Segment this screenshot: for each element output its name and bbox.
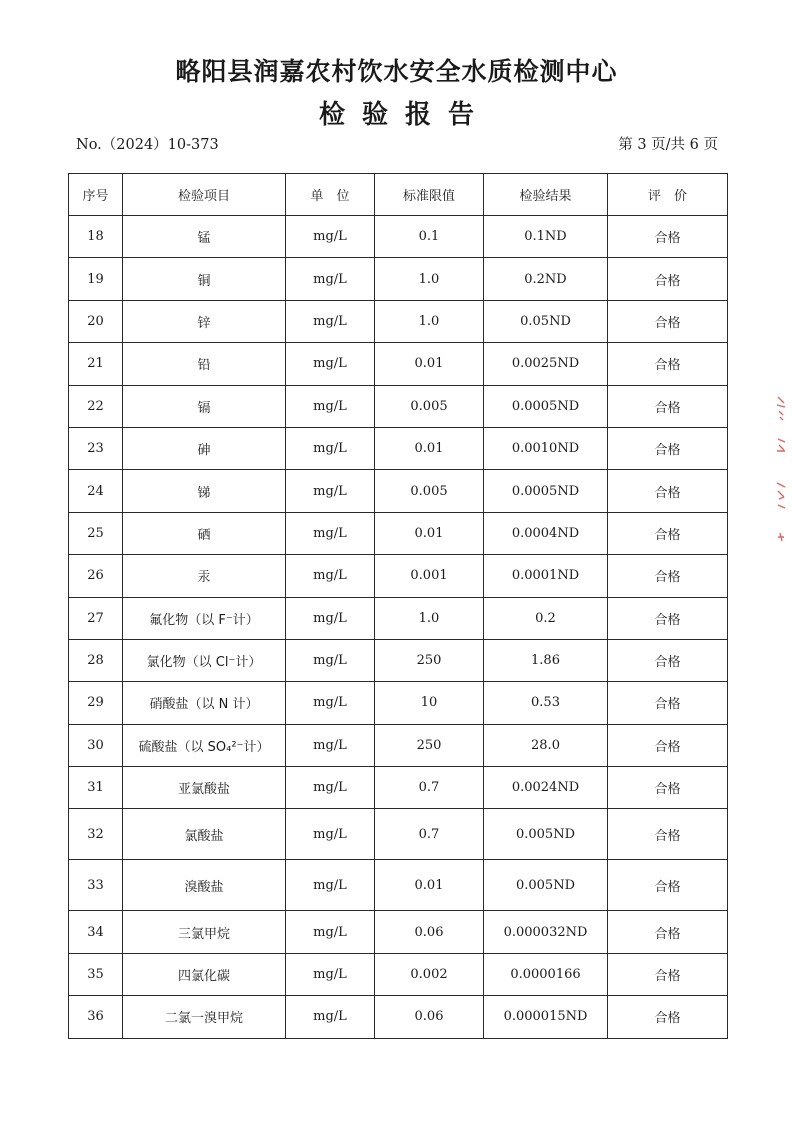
verdict: 合格 <box>608 767 728 809</box>
row-number: 26 <box>69 555 123 597</box>
standard-limit: 0.005 <box>375 385 484 427</box>
unit: mg/L <box>286 427 375 469</box>
test-item: 硝酸盐（以 N 计） <box>123 682 286 724</box>
verdict: 合格 <box>608 343 728 385</box>
standard-limit: 0.002 <box>375 953 484 995</box>
standard-limit: 0.01 <box>375 343 484 385</box>
test-result: 0.0004ND <box>484 512 608 554</box>
test-result: 0.0000166 <box>484 953 608 995</box>
test-item: 镉 <box>123 385 286 427</box>
table-row <box>69 427 728 469</box>
unit: mg/L <box>286 911 375 953</box>
verdict: 合格 <box>608 597 728 639</box>
standard-limit: 250 <box>375 724 484 766</box>
report-title: 检验报告 <box>318 100 491 130</box>
standard-limit: 0.1 <box>375 216 484 258</box>
test-result: 0.005ND <box>484 860 608 911</box>
test-result: 0.2 <box>484 597 608 639</box>
row-number: 34 <box>69 911 123 953</box>
unit: mg/L <box>286 258 375 300</box>
unit: mg/L <box>286 953 375 995</box>
test-result: 0.2ND <box>484 258 608 300</box>
column-header-result: 检验结果 <box>484 174 608 216</box>
verdict: 合格 <box>608 724 728 766</box>
row-number: 22 <box>69 385 123 427</box>
row-number: 19 <box>69 258 123 300</box>
report-number: No.（2024）10-373 <box>76 137 219 153</box>
test-item: 二氯一溴甲烷 <box>123 996 286 1038</box>
standard-limit: 0.005 <box>375 470 484 512</box>
test-item: 铜 <box>123 258 286 300</box>
table-row <box>69 996 728 1038</box>
row-number: 21 <box>69 343 123 385</box>
table-row <box>69 597 728 639</box>
standard-limit: 0.7 <box>375 809 484 860</box>
test-result: 0.53 <box>484 682 608 724</box>
standard-limit: 0.06 <box>375 911 484 953</box>
test-item: 锌 <box>123 300 286 342</box>
column-header-verdict: 评 价 <box>608 174 728 216</box>
test-item: 四氯化碳 <box>123 953 286 995</box>
standard-limit: 1.0 <box>375 300 484 342</box>
test-item: 硫酸盐（以 SO₄²⁻计） <box>123 724 286 766</box>
test-item: 汞 <box>123 555 286 597</box>
verdict: 合格 <box>608 682 728 724</box>
standard-limit: 0.01 <box>375 512 484 554</box>
standard-limit: 1.0 <box>375 597 484 639</box>
column-header-item: 检验项目 <box>123 174 286 216</box>
test-item: 铅 <box>123 343 286 385</box>
unit: mg/L <box>286 682 375 724</box>
table-row <box>69 300 728 342</box>
test-item: 锰 <box>123 216 286 258</box>
standard-limit: 0.01 <box>375 860 484 911</box>
verdict: 合格 <box>608 300 728 342</box>
test-result: 0.05ND <box>484 300 608 342</box>
test-item: 三氯甲烷 <box>123 911 286 953</box>
unit: mg/L <box>286 300 375 342</box>
verdict: 合格 <box>608 258 728 300</box>
test-item: 氯化物（以 Cl⁻计） <box>123 639 286 681</box>
table-row <box>69 639 728 681</box>
verdict: 合格 <box>608 555 728 597</box>
test-result: 0.0010ND <box>484 427 608 469</box>
verdict: 合格 <box>608 385 728 427</box>
column-header-unit: 单 位 <box>286 174 375 216</box>
row-number: 35 <box>69 953 123 995</box>
test-item: 氟化物（以 F⁻计） <box>123 597 286 639</box>
unit: mg/L <box>286 216 375 258</box>
table-header-row <box>69 174 728 216</box>
unit: mg/L <box>286 555 375 597</box>
unit: mg/L <box>286 385 375 427</box>
page-indicator: 第 3 页/共 6 页 <box>618 137 718 153</box>
standard-limit: 0.06 <box>375 996 484 1038</box>
test-item: 锑 <box>123 470 286 512</box>
unit: mg/L <box>286 343 375 385</box>
unit: mg/L <box>286 597 375 639</box>
test-result: 0.005ND <box>484 809 608 860</box>
test-result: 0.0005ND <box>484 470 608 512</box>
organization-title: 略阳县润嘉农村饮水安全水质检测中心 <box>175 57 618 86</box>
table-row <box>69 724 728 766</box>
standard-limit: 250 <box>375 639 484 681</box>
verdict: 合格 <box>608 639 728 681</box>
test-result: 0.000032ND <box>484 911 608 953</box>
row-number: 31 <box>69 767 123 809</box>
test-item: 亚氯酸盐 <box>123 767 286 809</box>
row-number: 25 <box>69 512 123 554</box>
results-table <box>68 173 728 1039</box>
verdict: 合格 <box>608 953 728 995</box>
column-header-no: 序号 <box>69 174 123 216</box>
row-number: 33 <box>69 860 123 911</box>
row-number: 27 <box>69 597 123 639</box>
standard-limit: 0.001 <box>375 555 484 597</box>
row-number: 36 <box>69 996 123 1038</box>
standard-limit: 10 <box>375 682 484 724</box>
unit: mg/L <box>286 860 375 911</box>
test-result: 1.86 <box>484 639 608 681</box>
unit: mg/L <box>286 724 375 766</box>
test-result: 0.0025ND <box>484 343 608 385</box>
standard-limit: 0.01 <box>375 427 484 469</box>
verdict: 合格 <box>608 809 728 860</box>
test-item: 氯酸盐 <box>123 809 286 860</box>
row-number: 23 <box>69 427 123 469</box>
unit: mg/L <box>286 809 375 860</box>
row-number: 30 <box>69 724 123 766</box>
table-row <box>69 470 728 512</box>
test-result: 0.1ND <box>484 216 608 258</box>
column-header-limit: 标准限值 <box>375 174 484 216</box>
table-row <box>69 555 728 597</box>
table-row <box>69 385 728 427</box>
test-result: 0.0005ND <box>484 385 608 427</box>
table-row <box>69 512 728 554</box>
table-row <box>69 343 728 385</box>
verdict: 合格 <box>608 996 728 1038</box>
row-number: 24 <box>69 470 123 512</box>
unit: mg/L <box>286 512 375 554</box>
verdict: 合格 <box>608 860 728 911</box>
test-result: 28.0 <box>484 724 608 766</box>
verdict: 合格 <box>608 911 728 953</box>
verdict: 合格 <box>608 427 728 469</box>
table-row <box>69 953 728 995</box>
test-item: 溴酸盐 <box>123 860 286 911</box>
row-number: 20 <box>69 300 123 342</box>
unit: mg/L <box>286 470 375 512</box>
table-row <box>69 216 728 258</box>
test-result: 0.0001ND <box>484 555 608 597</box>
table-row <box>69 911 728 953</box>
standard-limit: 0.7 <box>375 767 484 809</box>
test-result: 0.0024ND <box>484 767 608 809</box>
verdict: 合格 <box>608 216 728 258</box>
verdict: 合格 <box>608 512 728 554</box>
row-number: 32 <box>69 809 123 860</box>
table-row <box>69 682 728 724</box>
seal-edge-mark <box>774 395 790 545</box>
verdict: 合格 <box>608 470 728 512</box>
test-result: 0.000015ND <box>484 996 608 1038</box>
standard-limit: 1.0 <box>375 258 484 300</box>
unit: mg/L <box>286 996 375 1038</box>
test-item: 硒 <box>123 512 286 554</box>
row-number: 28 <box>69 639 123 681</box>
unit: mg/L <box>286 767 375 809</box>
test-item: 砷 <box>123 427 286 469</box>
table-row <box>69 258 728 300</box>
row-number: 29 <box>69 682 123 724</box>
unit: mg/L <box>286 639 375 681</box>
table-row <box>69 809 728 860</box>
table-row <box>69 860 728 911</box>
table-row <box>69 767 728 809</box>
row-number: 18 <box>69 216 123 258</box>
